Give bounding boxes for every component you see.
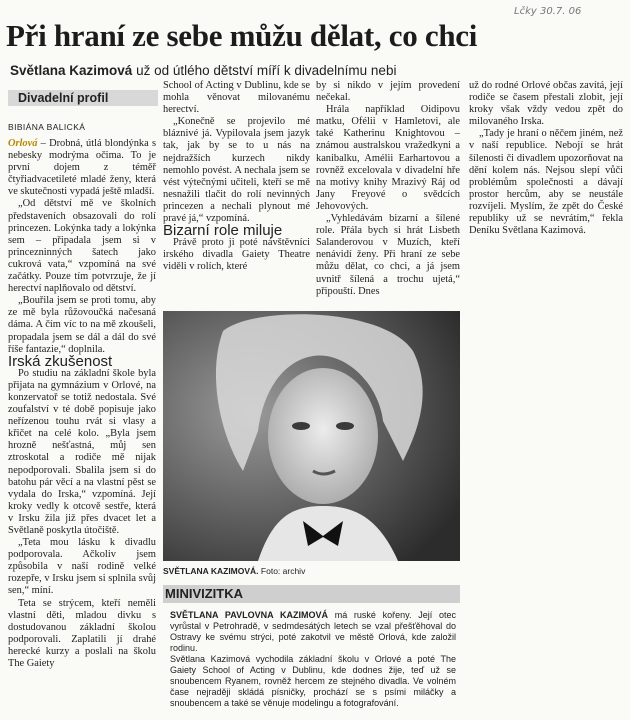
article-column-2 — [163, 80, 310, 274]
paragraph: by si nikdo v jejím provedení nečekal. — [316, 80, 460, 104]
paragraph: Právě proto ji poté návštěvníci irského divadla Gaiety Theatre viděli v rolích, které — [163, 237, 310, 273]
paragraph: „Tady je hraní o něčem jiném, než v naší republice. Nebojí se hrát šílenosti či divadlem upozorňovat na dění kolem nás. Nejsou slepí vůči problémům společnosti a dávají prostor hercům, aby se neustále rozvíjeli. Myslím, že zpět do České republiky už se nevrátím,“ řekla Deníku Světlana Kazimová. — [469, 128, 623, 237]
paragraph: „Od dětství mě ve školních představeních obsazovali do rolí princezen. Lokýnka tady a lokýnka sem – připadala jsem si v princezninných šatech jako cukrová vata,“ vzpomíná na své začátky. Pouze tím potvrzuje, že jí herectví naplňovalo od dětství. — [8, 198, 156, 295]
handwritten-note: Lčky 30.7. 06 — [514, 6, 582, 17]
caption-name: SVĚTLANA KAZIMOVÁ. — [163, 566, 259, 576]
article-column-4 — [469, 80, 623, 237]
article-column-3 — [316, 80, 460, 298]
paragraph: Teta se strýcem, kteří neměli vlastní děti, mladou divku s dostudovanou základní školou podporovali. Zaplatili jí drahé herecké kurzy a poslali na školu The Gaiety — [8, 597, 156, 670]
dateline-place: Orlová — [8, 138, 38, 149]
paragraph: už do rodné Orlové občas zavítá, její rodiče se časem přestali zlobit, její kroky však vždy vedou zpět do milovaného Irska. — [469, 80, 623, 128]
minivizitka-name: SVĚTLANA PAVLOVNA KAZIMOVÁ — [170, 610, 328, 620]
minivizitka-text — [170, 610, 456, 709]
section-heading: Bizarní role miluje — [163, 222, 283, 240]
paragraph: „Bouřila jsem se proti tomu, aby ze mě byla růžovoučká načesaná dáma. A čím víc to na mě zkoušeli, propadala jsem se dál a dál do své říše fantazie,“ doplnila. — [8, 295, 156, 355]
caption-credit: Foto: archiv — [258, 566, 306, 576]
subhead-text: už od útlého dětství míří k divadelnímu nebi — [132, 63, 397, 78]
article-column-1 — [8, 138, 156, 670]
subheadline — [10, 63, 620, 78]
rubric-label: Divadelní profil — [8, 90, 158, 106]
portrait-illustration — [163, 311, 460, 561]
portrait-photo — [163, 311, 460, 561]
photo-caption — [163, 566, 305, 576]
byline: BIBIÁNA BALICKÁ — [8, 122, 86, 132]
subhead-name: Světlana Kazimová — [10, 63, 133, 78]
paragraph: Hrála například Oidipovu matku, Ofélii v Hamletovi, ale také Katherinu Knightovou – známou australskou vražedkyni a kanibalku, Amélii Earhartovou a rovněž excelovala v divadelní hře na motivy knihy Mrazivý Ráj od Jany Freyové o svědcích Jehovových. — [316, 104, 460, 212]
minivizitka-title: MINIVIZITKA — [163, 585, 460, 603]
paragraph: – Drobná, útlá blondýnka s nebesky modrýma očima. To je první dojem z téměř čtyřiadvacetileté mladé ženy, která ve skutečnosti vypadá ještě mladší. — [8, 138, 156, 198]
paragraph: „Teta mou lásku k divadlu podporovala. Ačkoliv jsem způsobila v naší rodině velké rozepře, v Irsku jsem si splnila svůj sen,“ míní. — [8, 537, 156, 597]
section-heading: Irská zkušenost — [8, 352, 113, 370]
paragraph: „Konečně se projevilo mé bláznivé já. Vypilovala jsem jazyk tak, jak by se to u nás na nejdražších kurzech nikdy nemohlo povést. A nechala jsem se vést výtečnými učiteli, kteří se mě nesnažili tlačit do rolí nevinných princezen a nechali plynout mé pravé já,“ vzpomíná. — [163, 116, 310, 225]
minivizitka-bio-1: má ruské kořeny. Její otec vyrůstal v Petrohradě, v sedmdesátých letech se vzal přešťěhoval do Ostravy ke svému strýci, poté zakotvil ve městě Orlová, kde založil rodinu. — [170, 610, 456, 653]
paragraph: School of Acting v Dublinu, kde se mohla věnovat milovanému herectví. — [163, 80, 310, 116]
minivizitka-bio-2: Světlana Kazimová vychodila základní školu v Orlové a poté The Gaiety School of Acting v Dublinu, kde dodnes žije, teď už se snoubencem Ryanem, rovněž hercem ze stejného divadla. Ve volném čase nejraději skládá písničky, prochází se s psími miláčky a snoubencem a také se věnuje modelingu a fotografování. — [170, 654, 456, 708]
headline: Při hraní ze sebe můžu dělat, co chci — [6, 18, 478, 53]
paragraph: „Vyhledávám bizarní a šílené role. Přála bych si hrát Lisbeth Salanderovou v Muzích, kteří nenávidí ženy. Při hraní ze sebe můžu dělat, co chci, a já jsem uvnitř šílená a trochu ujetá,“ připouští. Dnes — [316, 213, 460, 297]
paragraph: Po studiu na základní škole byla přijata na gymnázium v Orlové, na konzervatoř se totiž nedostala. Své zoufalství v té době popisuje jako neřízenou touhu rvát si vlasy a křičet na celé kolo. „Byla jsem hrozně nešťastná, můj sen ztroskotal a rodiče mě nijak nepodporovali. Sbalila jsem si do batohu pár věcí a na vlastní pěst se vydala do Irska,“ vzpomíná. Její kroky vedly k otcově sestře, která v Irsku žila již přes dvacet let a Světlaně poskytla útočiště. — [8, 367, 156, 536]
